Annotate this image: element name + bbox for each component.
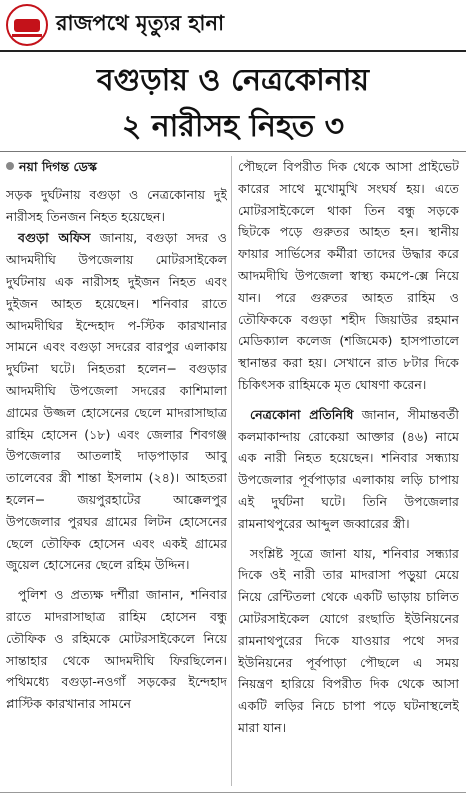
bullet-icon bbox=[6, 162, 14, 170]
headline bbox=[8, 58, 458, 150]
headline-line-2: ২ নারীসহ নিহত ৩ bbox=[121, 109, 345, 144]
road-accident-logo-icon bbox=[6, 4, 48, 46]
article-paragraph: পৌছলে বিপরীত দিক থেকে আসা প্রাইভেট কারের সাথে মুখোমুখি সংঘর্ষ হয়। এতে মোটরসাইকেলে থাকা তিন বন্ধু সড়কে ছিটকে পড়ে গুরুতর আহত হন। স্থানীয় ফায়ার সার্ভিসের কর্মীরা তাদের উদ্ধার করে আদমদীঘি উপজেলা স্বাস্থ্য কমপে-ক্সে নিয়ে যান। পরে গুরুতর আহত রাহিম ও তৌফিককে বগুড়া শহীদ জিয়াউর রহমান মেডিক্যাল কলেজ (শজিমেক) হাসপাতালে স্থানান্তর করা হয়। সেখানে রাত ৮টার দিকে চিকিৎসক রাহিমকে মৃত ঘোষণা করেন। bbox=[238, 159, 459, 392]
byline bbox=[6, 156, 227, 178]
section-label: রাজপথে মৃত্যুর হানা bbox=[56, 11, 225, 35]
article-column-left bbox=[6, 156, 227, 790]
byline-text: নয়া দিগন্ত ডেস্ক bbox=[19, 159, 97, 174]
paragraph-text: জানান, সীমান্তবর্তী কলমাকান্দায় রোকেয়া আক্তার (৪৬) নামে এক নারী নিহত হয়েছেন। শনিবার সন্ধ্যায় উপজেলার পূর্বপাড়ার এলাকায় লড়ি চাপায় এই দুর্ঘটনা ঘটে। তিনি উপজেলার রামনাথপুরের আব্দুল জব্বারের স্ত্রী। bbox=[238, 406, 459, 531]
dateline: নেত্রকোনা প্রতিনিধি bbox=[250, 406, 354, 422]
page-footer bbox=[0, 792, 466, 805]
column-divider bbox=[231, 156, 232, 786]
page-header bbox=[0, 0, 466, 52]
article-paragraph: সংশ্লিষ্ট সূত্রে জানা যায়, শনিবার সন্ধ্যার দিকে ওই নারী তার মাদরাসা পড়ুয়া মেয়ে নিয়ে রেন্টিতলা থেকে একটি ভাড়ায় চালিত মোটরসাইকেল যোগে রংছাতি ইউনিয়নের রামনাথপুরের দিকে যাওয়ার পথে সদর ইউনিয়নের পূর্বপাড়া পৌছলে এ সময় নিয়ন্ত্রণ হারিয়ে বিপরীত দিক থেকে আসা একটি লড়ির নিচে চাপা পড়ে ঘটনাস্থলেই মারা যান। bbox=[238, 545, 459, 735]
headline-divider bbox=[0, 151, 466, 152]
dateline: বগুড়া অফিস bbox=[18, 230, 91, 246]
article-paragraph bbox=[6, 227, 227, 576]
footer-divider bbox=[0, 792, 466, 793]
article-paragraph: সড়ক দুর্ঘটনায় বগুড়া ও নেত্রকোনায় দুই নারীসহ তিনজন নিহত হয়েছেন। bbox=[6, 186, 227, 224]
article-paragraph bbox=[238, 404, 459, 535]
headline-line-1: বগুড়ায় ও নেত্রকোনায় bbox=[96, 63, 370, 98]
article-column-right bbox=[238, 156, 459, 790]
paragraph-text: জানায়, বগুড়া সদর ও আদমদীঘি উপজেলায় মোটরসাইকেল দুর্ঘটনায় এক নারীসহ দুইজন নিহত এবং দুইজন আহত হয়েছেন। শনিবার রাতে আদমদীঘির ইন্দেহাদ প-স্টিক কারখানার সামনে এবং বগুড়া সদরের বারপুর এলাকায় দুর্ঘটনা ঘটে। নিহতরা হলেন− বগুড়ার আদমদীঘি উপজেলা সদরের কাশিমালা গ্রামের উজ্জল হোসেনের ছেলে মাদরাসাছাত্র রাহিম হোসেন (১৮) এবং জেলার শিবগঞ্জ উপজেলার আতলাই দাড়পাড়ার আবু তালেবের স্ত্রী শান্তা ইসলাম (২৪)। আহতরা হলেন− জয়পুরহাটের আক্কেলপুর উপজেলার পুরঘর গ্রামের লিটন হোসেনের ছেলে তৌফিক হোসেন এবং একই গ্রামের জুয়েল হোসেনের ছেলে রহিম উদ্দিন। bbox=[6, 230, 227, 573]
header-divider bbox=[0, 50, 466, 52]
article-paragraph: পুলিশ ও প্রত্যক্ষ দর্শীরা জানান, শনিবার রাতে মাদরাসাছাত্র রাহিম হোসেন বন্ধু তৌফিক ও রহিমকে মোটরসাইকেলে নিয়ে সান্তাহার থেকে আদমদীঘি ফিরছিলেন। পথিমধ্যে বগুড়া-নওগাঁ সড়কের ইন্দেহাদ প্লাস্টিক কারখানার সামনে bbox=[6, 587, 227, 712]
